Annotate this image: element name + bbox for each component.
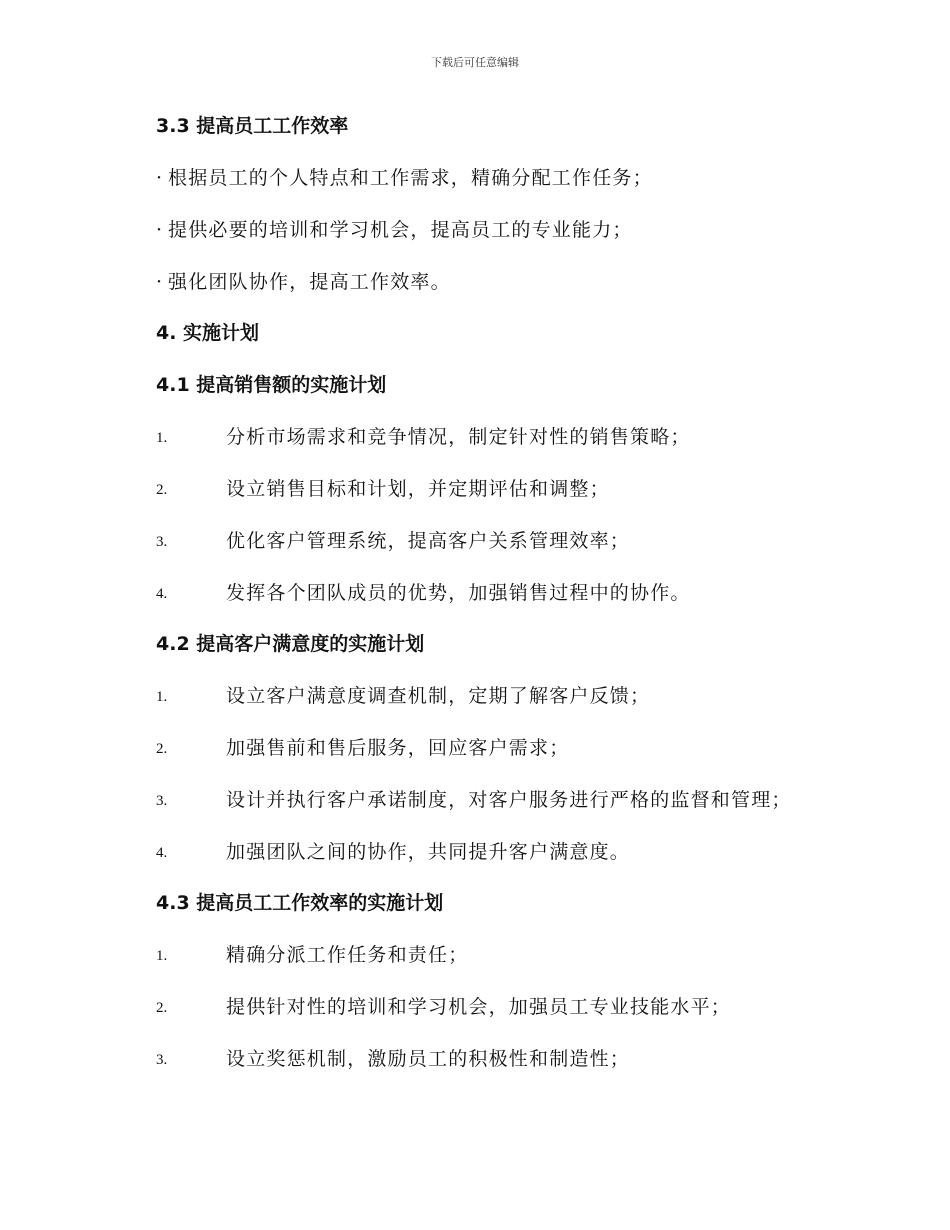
list-text: 加强售前和售后服务，回应客户需求； [226, 737, 570, 759]
bullet-item [156, 273, 451, 292]
list-number: 4. [156, 845, 168, 861]
section-3-3-heading: 3.3 提高员工工作效率 [156, 115, 349, 137]
list-text: 精确分派工作任务和责任； [226, 944, 469, 966]
bullet-text: 强化团队协作，提高工作效率。 [168, 271, 451, 293]
list-number: 1. [156, 948, 168, 964]
list-text: 提供针对性的培训和学习机会，加强员工专业技能水平； [226, 996, 732, 1018]
bullet-dot: · [156, 167, 164, 189]
list-number: 1. [156, 430, 168, 446]
section-4-3-heading: 4.3 提高员工工作效率的实施计划 [156, 892, 444, 914]
bullet-text: 提供必要的培训和学习机会，提高员工的专业能力； [168, 219, 633, 241]
page-header: 下载后可任意编辑 [431, 56, 519, 69]
list-text: 加强团队之间的协作，共同提升客户满意度。 [226, 841, 631, 863]
list-text: 发挥各个团队成员的优势，加强销售过程中的协作。 [226, 582, 691, 604]
bullet-item [156, 221, 633, 240]
list-number: 2. [156, 1000, 168, 1016]
list-number: 3. [156, 1052, 168, 1068]
list-number: 1. [156, 689, 168, 705]
list-text: 设立销售目标和计划，并定期评估和调整； [226, 478, 610, 500]
section-4-1-heading: 4.1 提高销售额的实施计划 [156, 374, 387, 396]
list-text: 设立客户满意度调查机制，定期了解客户反馈； [226, 685, 651, 707]
list-number: 2. [156, 482, 168, 498]
list-text: 优化客户管理系统，提高客户关系管理效率； [226, 530, 631, 552]
bullet-item [156, 169, 653, 188]
section-4-2-heading: 4.2 提高客户满意度的实施计划 [156, 633, 425, 655]
list-text: 分析市场需求和竞争情况，制定针对性的销售策略； [226, 426, 691, 448]
list-number: 4. [156, 586, 168, 602]
bullet-text: 根据员工的个人特点和工作需求，精确分配工作任务； [168, 167, 653, 189]
list-number: 3. [156, 793, 168, 809]
bullet-dot: · [156, 219, 164, 241]
bullet-dot: · [156, 271, 164, 293]
list-text: 设立奖惩机制，激励员工的积极性和制造性； [226, 1048, 631, 1070]
list-number: 2. [156, 741, 168, 757]
section-4-heading: 4. 实施计划 [156, 322, 260, 344]
list-text: 设计并执行客户承诺制度，对客户服务进行严格的监督和管理； [226, 789, 792, 811]
list-number: 3. [156, 534, 168, 550]
